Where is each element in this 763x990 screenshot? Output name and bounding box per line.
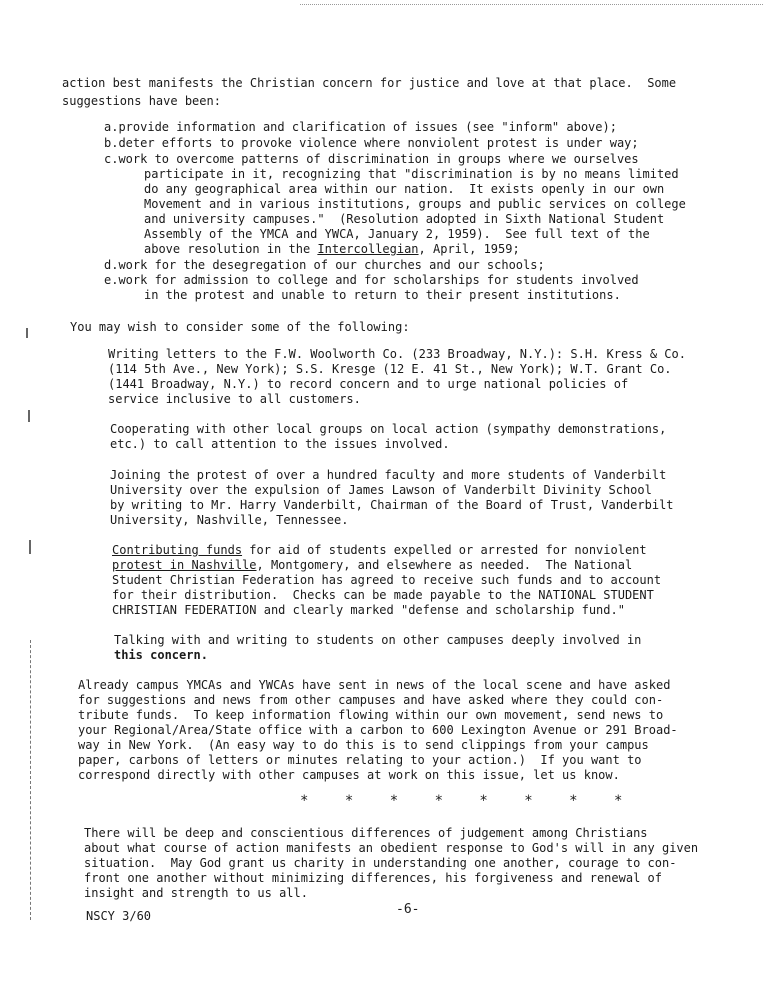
paragraph-line: by writing to Mr. Harry Vanderbilt, Chairman of the Board of Trust, Vanderbilt <box>110 498 674 512</box>
protest-nashville-text: protest in Nashville <box>112 558 257 572</box>
paragraph-part: for aid of students expelled or arrested for nonviolent <box>242 543 647 557</box>
paragraph-line: Student Christian Federation has agreed to receive such funds and to account <box>112 573 662 587</box>
list-item-a <box>104 120 617 134</box>
list-text: provide information and clarification of issues (see "inform" above); <box>118 120 617 134</box>
paragraph-line: (1441 Broadway, N.Y.) to record concern and to urge national policies of <box>108 377 629 391</box>
list-item-d <box>104 258 545 272</box>
intro-line: action best manifests the Christian concern for justice and love at that place. Some <box>62 76 677 90</box>
list-text: Assembly of the YMCA and YWCA, January 2, 1959). See full text of the <box>144 227 650 241</box>
paragraph-line: University over the expulsion of James Lawson of Vanderbilt Divinity School <box>110 483 652 497</box>
left-margin-marks <box>30 640 35 920</box>
paragraph-line: your Regional/Area/State office with a carbon to 600 Lexington Avenue or 291 Broad- <box>78 723 678 737</box>
paragraph-line <box>112 543 647 557</box>
contributing-funds-text: Contributing funds <box>112 543 243 557</box>
paragraph-line: Joining the protest of over a hundred faculty and more students of Vanderbilt <box>110 468 667 482</box>
list-text: and university campuses." (Resolution adopted in Sixth National Student <box>144 212 665 226</box>
paragraph-line: service inclusive to all customers. <box>108 392 361 406</box>
list-text: do any geographical area within our nation. It exists openly in our own <box>144 182 665 196</box>
list-text: Movement and in various institutions, groups and public services on college <box>144 197 686 211</box>
paragraph-line: for suggestions and news from other campuses and have asked where they could con- <box>78 693 664 707</box>
paragraph-line: this concern. <box>114 648 208 662</box>
paragraph-line: Talking with and writing to students on other campuses deeply involved in <box>114 633 642 647</box>
list-text: participate in it, recognizing that "discrimination is by no means limited <box>144 167 679 181</box>
list-marker: b. <box>104 136 119 150</box>
paragraph-line: University, Nashville, Tennessee. <box>110 513 349 527</box>
list-marker: c. <box>104 152 119 166</box>
intercollegian-title: Intercollegian <box>317 242 419 256</box>
paragraph-line: correspond directly with other campuses at work on this issue, let us know. <box>78 768 620 782</box>
list-marker: a. <box>104 120 119 134</box>
intro-line: suggestions have been: <box>62 94 221 108</box>
margin-tick <box>29 540 31 554</box>
list-item-e <box>104 273 639 287</box>
paragraph-line: tribute funds. To keep information flowing within our own movement, send news to <box>78 708 664 722</box>
paragraph-line: (114 5th Ave., New York); S.S. Kresge (12 E. 41 St., New York); W.T. Grant Co. <box>108 362 672 376</box>
paragraph-part: , Montgomery, and elsewhere as needed. The National <box>256 558 633 572</box>
paragraph-line: situation. May God grant us charity in understanding one another, courage to con- <box>84 856 677 870</box>
paragraph-line: paper, carbons of letters or minutes relating to your action.) If you want to <box>78 753 642 767</box>
paragraph-line: Cooperating with other local groups on local action (sympathy demonstrations, <box>110 422 667 436</box>
consider-heading: You may wish to consider some of the following: <box>70 320 410 334</box>
paragraph-line: insight and strength to us all. <box>84 886 308 900</box>
list-marker: e. <box>104 273 119 287</box>
list-text: deter efforts to provoke violence where nonviolent protest is under way; <box>118 136 639 150</box>
paragraph-line: etc.) to call attention to the issues involved. <box>110 437 450 451</box>
paragraph-line: for their distribution. Checks can be made payable to the NATIONAL STUDENT <box>112 588 654 602</box>
margin-tick <box>26 328 28 338</box>
paragraph-line: way in New York. (An easy way to do this is to send clippings from your campus <box>78 738 649 752</box>
list-item-c <box>104 152 639 166</box>
list-text: work to overcome patterns of discrimination in groups where we ourselves <box>118 152 639 166</box>
paragraph-line: Already campus YMCAs and YWCAs have sent in news of the local scene and have asked <box>78 678 671 692</box>
list-text-part: above resolution in the <box>144 242 318 256</box>
paragraph-line: front one another without minimizing differences, his forgiveness and renewal of <box>84 871 662 885</box>
list-text: in the protest and unable to return to their present institutions. <box>144 288 621 302</box>
margin-tick <box>28 410 30 422</box>
paragraph-line: There will be deep and conscientious differences of judgement among Christians <box>84 826 648 840</box>
top-edge-dots <box>300 0 763 5</box>
list-text: work for admission to college and for scholarships for students involved <box>118 273 639 287</box>
paragraph-line: CHRISTIAN FEDERATION and clearly marked "defense and scholarship fund." <box>112 603 625 617</box>
paragraph-line <box>112 558 632 572</box>
paragraph-line: about what course of action manifests an obedient response to God's will in any given <box>84 841 699 855</box>
section-divider-stars: * * * * * * * * <box>300 793 637 809</box>
paragraph-line: Writing letters to the F.W. Woolworth Co. (233 Broadway, N.Y.): S.H. Kress & Co. <box>108 347 686 361</box>
list-text <box>144 242 520 256</box>
list-marker: d. <box>104 258 119 272</box>
footer-code: NSCY 3/60 <box>86 909 152 923</box>
list-text: work for the desegregation of our churches and our schools; <box>118 258 545 272</box>
list-text-part: , April, 1959; <box>418 242 520 256</box>
list-item-b <box>104 136 639 150</box>
page-number: -6- <box>396 902 420 917</box>
